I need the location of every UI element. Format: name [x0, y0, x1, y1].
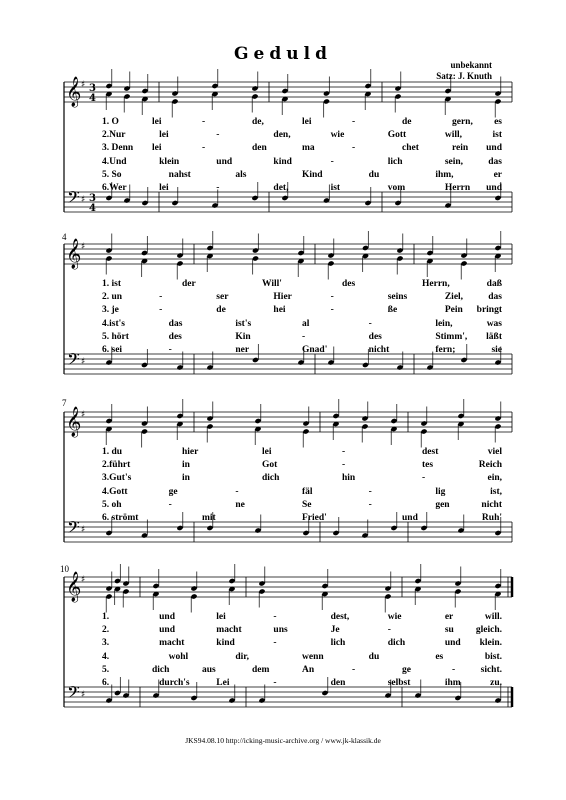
lyric-syllable: ner [235, 345, 250, 355]
lyric-syllable: macht [159, 638, 185, 649]
lyric-syllable: 3.Gut's [102, 473, 132, 484]
lyric-syllable: - [168, 499, 172, 510]
lyric-syllable: al [302, 318, 310, 329]
lyric-syllable: das [488, 156, 502, 167]
lyric-syllable: 3. je [102, 305, 119, 316]
lyric-line [64, 143, 512, 156]
lyric-line [64, 305, 512, 318]
lyric-syllable: - [273, 638, 277, 649]
lyric-line [64, 513, 512, 526]
lyric-syllable: - [330, 305, 334, 316]
lyric-line [64, 473, 512, 486]
lyric-syllable: 2. [102, 625, 110, 636]
measure-number: 10 [60, 564, 69, 574]
time-signature: 4 [89, 203, 96, 214]
lyric-syllable: und [216, 156, 233, 167]
lyric-line [64, 319, 512, 332]
composer-credit: unbekannt [450, 60, 492, 70]
lyric-syllable: sicht. [480, 664, 502, 675]
lyric-syllable: ist, [490, 486, 502, 497]
lyric-syllable: ist [492, 130, 502, 141]
lyric-syllable: Kin [235, 331, 251, 342]
lyric-syllable: - [387, 625, 391, 636]
lyric-syllable: ist's [235, 318, 252, 329]
lyric-syllable: Je [330, 625, 340, 636]
lyric-syllable: 6. strömt [102, 513, 139, 523]
measure-number: 4 [62, 232, 67, 242]
lyric-syllable: lich [330, 638, 346, 649]
lyric-syllable: - [452, 664, 456, 675]
lyric-syllable: - [330, 156, 334, 167]
lyric-syllable: du [368, 651, 380, 662]
lyric-syllable: Reich [478, 460, 502, 471]
lyric-line [64, 665, 512, 678]
lyric-syllable: - [342, 460, 346, 471]
lyric-syllable: - [330, 292, 334, 303]
lyric-syllable: ser [216, 292, 229, 303]
lyric-syllable: 5. hört [102, 331, 129, 342]
lyric-syllable: es [494, 117, 502, 127]
lyric-syllable: und [402, 513, 418, 523]
lyric-syllable: wie [330, 130, 345, 141]
lyric-syllable: als [235, 169, 247, 180]
lyric-syllable: ne [235, 499, 245, 510]
lyric-syllable: su [444, 625, 454, 636]
lyric-syllable: viel [487, 447, 502, 457]
lyric-syllable: de [402, 117, 412, 127]
lyric-syllable: de, [252, 117, 264, 127]
bass-clef-icon: 𝄢 [67, 349, 80, 373]
lyric-syllable: Herrn, [422, 279, 450, 289]
lyric-syllable: den, [273, 130, 291, 141]
bass-clef-icon: 𝄢 [67, 187, 80, 211]
lyric-syllable: An [302, 664, 315, 675]
lyric-syllable: sein, [444, 156, 464, 167]
lyric-syllable: Got [262, 460, 278, 471]
sharp-icon: ♯ [81, 410, 86, 420]
lyric-syllable: - [168, 345, 172, 355]
lyric-syllable: nahst [168, 169, 191, 180]
lyric-syllable: - [202, 143, 206, 154]
lyric-syllable: 2.Nur [102, 130, 126, 141]
lyric-syllable: gern, [452, 117, 473, 127]
lyric-syllable: lich [387, 156, 403, 167]
lyric-syllable: selbst [387, 678, 411, 688]
lyric-line [64, 678, 512, 691]
lyric-syllable: gleich. [475, 625, 502, 636]
lyric-line [64, 638, 512, 651]
lyric-syllable: dem [252, 664, 270, 675]
lyric-syllable: Gnad' [302, 345, 328, 355]
lyric-syllable: das [488, 292, 502, 303]
lyric-syllable: du [368, 169, 380, 180]
treble-clef-icon: 𝄞 [66, 239, 82, 269]
lyric-syllable: dich [387, 638, 406, 649]
lyric-line [64, 625, 512, 638]
lyric-syllable: den [330, 678, 346, 688]
lyric-syllable: lein, [435, 318, 453, 329]
lyric-syllable: wie [387, 612, 402, 622]
lyric-line [64, 487, 512, 500]
lyric-syllable: gen [435, 499, 450, 510]
lyric-syllable: hin [342, 473, 356, 484]
lyric-syllable: tes [422, 460, 434, 471]
lyric-syllable: es [435, 651, 444, 662]
treble-clef-icon: 𝄞 [66, 407, 82, 437]
sharp-icon: ♯ [81, 195, 86, 205]
lyric-syllable: Kind [302, 169, 323, 180]
lyric-syllable: Herrn [444, 183, 471, 193]
sharp-icon: ♯ [81, 80, 86, 90]
sharp-icon: ♯ [81, 575, 86, 585]
lyric-syllable: 5. oh [102, 499, 122, 510]
lyric-syllable: dest, [330, 612, 350, 622]
lyric-syllable: bringt [476, 305, 502, 316]
lyric-syllable: zu. [490, 678, 502, 688]
lyric-line [64, 500, 512, 513]
lyric-syllable: 4.ist's [102, 318, 125, 329]
time-signature: 4 [89, 93, 96, 104]
lyric-syllable: seins [387, 292, 408, 303]
lyric-syllable: das [168, 318, 183, 329]
footer-source: JKS94.08.10 http://icking-music-archive.org / www.jk-klassik.de [185, 736, 381, 745]
lyric-syllable: Ziel, [444, 292, 464, 303]
lyric-syllable: - [202, 117, 206, 127]
lyric-line [64, 332, 512, 345]
lyric-syllable: uns [273, 625, 288, 636]
lyric-syllable: will. [484, 612, 502, 622]
lyric-syllable: und [486, 143, 502, 154]
lyric-syllable: - [422, 473, 426, 484]
lyric-syllable: er [493, 169, 502, 180]
lyric-syllable: daß [486, 279, 502, 289]
lyric-syllable: fäl [302, 486, 313, 497]
lyric-syllable: - [159, 292, 163, 303]
lyric-line [64, 130, 512, 143]
lyric-syllable: - [368, 486, 372, 497]
lyric-syllable: wohl [168, 651, 189, 662]
lyric-line [64, 447, 512, 460]
lyric-syllable: der [182, 279, 196, 289]
lyric-syllable: - [352, 117, 356, 127]
lyric-syllable: in [182, 460, 190, 471]
lyric-syllable: 4.Und [102, 156, 127, 167]
lyric-line [64, 170, 512, 183]
lyric-syllable: 3. Denn [102, 143, 134, 154]
lyric-syllable: den [252, 143, 267, 154]
lyric-syllable: Stimm', [435, 331, 468, 342]
measure-number: 7 [62, 398, 67, 408]
lyric-line [64, 460, 512, 473]
lyric-syllable: Will' [262, 279, 282, 289]
lyric-syllable: 5. So [102, 169, 122, 180]
sharp-icon: ♯ [81, 242, 86, 252]
lyric-syllable: dich [262, 473, 280, 484]
lyric-syllable: - [273, 612, 277, 622]
lyric-syllable: klein [159, 156, 180, 167]
lyric-syllable: - [216, 130, 220, 141]
lyric-syllable: des [342, 279, 356, 289]
lyric-syllable: nicht [481, 499, 502, 510]
sharp-icon: ♯ [81, 525, 86, 535]
lyric-line [64, 279, 512, 292]
lyric-line [64, 292, 512, 305]
lyric-syllable: was [486, 318, 502, 329]
lyric-syllable: vom [387, 183, 406, 193]
lyric-syllable: - [352, 143, 356, 154]
lyric-syllable: ihm, [435, 169, 454, 180]
lyric-syllable: - [342, 447, 346, 457]
piece-title: Geduld [234, 44, 332, 64]
lyric-syllable: rein [452, 143, 469, 154]
lyric-syllable: und [486, 183, 502, 193]
lyric-syllable: ein, [487, 473, 502, 484]
lyric-syllable: - [368, 499, 372, 510]
sharp-icon: ♯ [81, 690, 86, 700]
lyric-syllable: - [216, 183, 220, 193]
lyric-syllable: ße [387, 305, 398, 316]
lyric-syllable: fern; [435, 345, 456, 355]
lyric-syllable: ist [330, 183, 341, 193]
lyric-syllable: des [368, 331, 382, 342]
lyric-syllable: 1. du [102, 447, 123, 457]
lyric-syllable: und [444, 638, 461, 649]
lyric-syllable: kind [273, 156, 292, 167]
treble-clef-icon: 𝄞 [66, 77, 82, 107]
lyric-syllable: ma [302, 143, 315, 154]
lyric-syllable: 1. [102, 612, 110, 622]
lyric-syllable: ge [168, 486, 178, 497]
lyric-syllable: lei [159, 183, 169, 193]
lyric-syllable: chet [402, 143, 419, 154]
time-signature: 3 [89, 193, 96, 204]
lyric-line [64, 183, 512, 196]
lyric-syllable: 1. ist [102, 279, 121, 289]
lyric-syllable: - [302, 331, 306, 342]
lyric-syllable: - [352, 664, 356, 675]
lyric-syllable: lei [159, 130, 169, 141]
lyric-line [64, 612, 512, 625]
lyric-syllable: lei [302, 117, 312, 127]
lyric-syllable: Lei [216, 678, 230, 688]
lyric-syllable: - [368, 318, 372, 329]
lyric-syllable: aus [202, 664, 216, 675]
lyric-line [64, 652, 512, 665]
lyric-syllable: ge [402, 664, 411, 675]
lyric-syllable: dir, [235, 651, 249, 662]
lyric-line [64, 345, 512, 358]
lyric-syllable: 6.Wer [102, 183, 127, 193]
lyric-syllable: 5. [102, 664, 110, 675]
lyric-syllable: - [235, 486, 239, 497]
lyric-syllable: er [444, 612, 454, 622]
lyric-syllable: und [159, 612, 175, 622]
lyric-syllable: 6. sei [102, 345, 123, 355]
lyric-syllable: mit [202, 513, 216, 523]
lyric-syllable: 4.Gott [102, 486, 128, 497]
lyric-syllable: Ruh' [481, 513, 502, 523]
lyric-syllable: - [159, 305, 163, 316]
lyric-syllable: 6. [102, 678, 110, 688]
lyric-syllable: sie [491, 345, 502, 355]
lyric-syllable: dich [152, 664, 170, 675]
lyric-syllable: 1. O [102, 117, 119, 127]
lyric-syllable: - [273, 678, 277, 688]
lyric-syllable: bist. [484, 651, 502, 662]
lyric-syllable: durch's [159, 678, 190, 688]
lyric-syllable: macht [216, 625, 242, 636]
time-signature: 3 [89, 83, 96, 94]
lyric-syllable: Pein [444, 305, 463, 316]
lyric-syllable: lei [152, 117, 162, 127]
lyric-line [64, 157, 512, 170]
lyric-syllable: det, [273, 183, 289, 193]
lyric-syllable: dest [422, 447, 439, 457]
lyric-syllable: 4. [102, 651, 110, 662]
lyric-syllable: Hier [273, 292, 292, 303]
lyric-syllable: will, [444, 130, 462, 141]
lyric-syllable: und [159, 625, 175, 636]
lyric-syllable: 2. un [102, 292, 123, 303]
lyric-syllable: ihm [444, 678, 461, 688]
lyric-syllable: wenn [302, 651, 324, 662]
treble-clef-icon: 𝄞 [66, 572, 82, 602]
lyric-syllable: klein. [479, 638, 502, 649]
lyric-syllable: läßt [486, 331, 502, 342]
lyric-line [64, 117, 512, 130]
lyric-syllable: Gott [387, 130, 407, 141]
bass-clef-icon: 𝄢 [67, 517, 80, 541]
arranger-credit: Satz: J. Knuth [436, 71, 492, 81]
lyric-syllable: 3. [102, 638, 110, 649]
lyric-syllable: lei [152, 143, 162, 154]
lyric-syllable: nicht [368, 345, 390, 355]
lyric-syllable: 2.führt [102, 460, 131, 471]
lyric-syllable: des [168, 331, 182, 342]
lyric-syllable: kind [216, 638, 235, 649]
lyric-syllable: lig [435, 486, 446, 497]
lyric-syllable: hei [273, 305, 286, 316]
lyric-syllable: de [216, 305, 226, 316]
lyric-syllable: lei [262, 447, 272, 457]
bass-clef-icon: 𝄢 [67, 682, 80, 706]
lyric-syllable: Se [302, 499, 312, 510]
lyric-syllable: hier [182, 447, 199, 457]
sharp-icon: ♯ [81, 357, 86, 367]
lyric-syllable: lei [216, 612, 226, 622]
lyric-syllable: in [182, 473, 190, 484]
lyric-syllable: Fried' [302, 513, 327, 523]
